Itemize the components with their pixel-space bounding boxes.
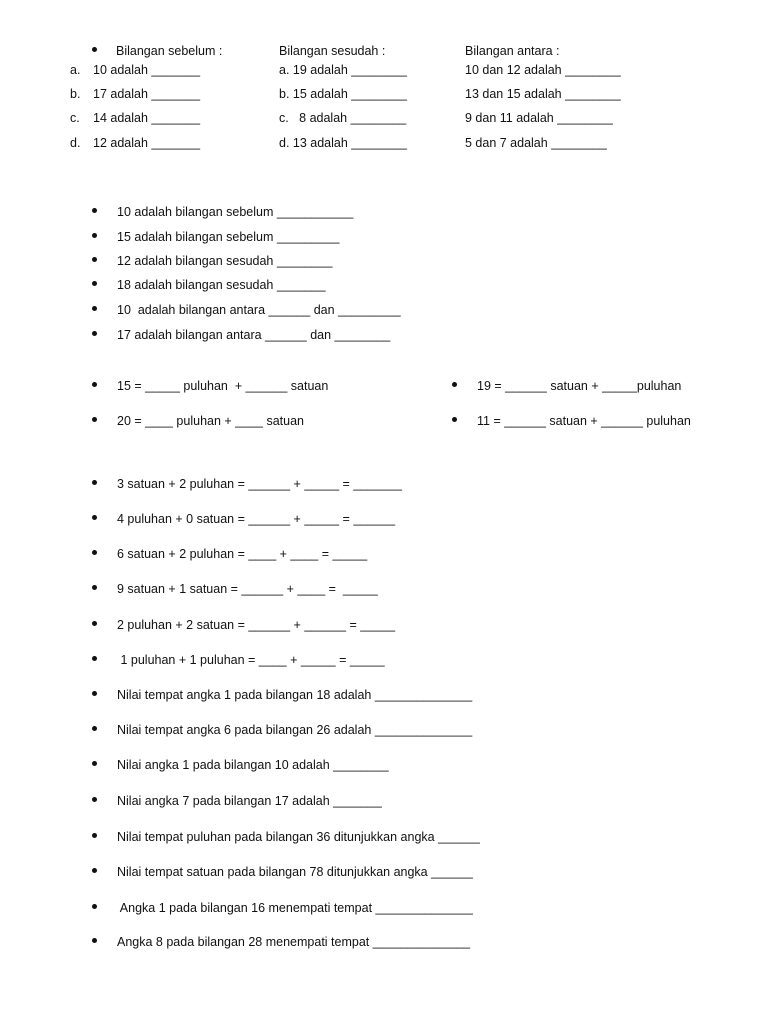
bullet-icon [92,331,97,336]
list-item: 10 adalah bilangan antara ______ dan _________ [117,303,401,317]
list-item: 15 adalah bilangan sebelum _________ [117,230,340,244]
row-col3: 5 dan 7 adalah ________ [465,136,607,150]
row-letter: d. [70,136,81,150]
list-item: Angka 1 pada bilangan 16 menempati tempat ______________ [117,901,473,915]
bullet-icon [92,208,97,213]
bullet-icon [92,585,97,590]
list-item: 17 adalah bilangan antara ______ dan ________ [117,328,391,342]
list-item: 6 satuan + 2 puluhan = ____ + ____ = _____ [117,547,368,561]
list-item: 2 puluhan + 2 satuan = ______ + ______ = _____ [117,618,396,632]
bullet-icon [92,515,97,520]
list-item: 11 = ______ satuan + ______ puluhan [477,414,691,428]
bullet-icon [92,233,97,238]
bullet-icon [92,656,97,661]
row-col1: 17 adalah _______ [93,87,201,101]
bullet-icon [92,621,97,626]
list-item: Nilai tempat angka 1 pada bilangan 18 adalah ______________ [117,688,473,702]
bullet-icon [92,868,97,873]
row-col3: 9 dan 11 adalah ________ [465,111,613,125]
bullet-icon [92,281,97,286]
bullet-icon [92,382,97,387]
bullet-icon [92,904,97,909]
bullet-icon [92,47,97,52]
bullet-icon [92,797,97,802]
list-item: 12 adalah bilangan sesudah ________ [117,254,333,268]
list-item: Nilai tempat puluhan pada bilangan 36 ditunjukkan angka ______ [117,830,480,844]
bullet-icon [92,417,97,422]
list-item: 18 adalah bilangan sesudah _______ [117,278,326,292]
list-item: 1 puluhan + 1 puluhan = ____ + _____ = _____ [117,653,385,667]
row-letter: c. [70,111,80,125]
list-item: 4 puluhan + 0 satuan = ______ + _____ = ______ [117,512,396,526]
list-item: 9 satuan + 1 satuan = ______ + ____ = _____ [117,582,378,596]
row-col3: 13 dan 15 adalah ________ [465,87,621,101]
row-col2: d. 13 adalah ________ [279,136,407,150]
row-col2: c. 8 adalah ________ [279,111,407,125]
row-letter: a. [70,63,81,77]
list-item: Angka 8 pada bilangan 28 menempati tempat ______________ [117,935,471,949]
list-item: Nilai tempat satuan pada bilangan 78 ditunjukkan angka ______ [117,865,473,879]
bullet-icon [452,382,457,387]
row-letter: b. [70,87,81,101]
row-col3: 10 dan 12 adalah ________ [465,63,621,77]
bullet-icon [92,833,97,838]
list-item: 20 = ____ puluhan + ____ satuan [117,414,304,428]
row-col1: 12 adalah _______ [93,136,201,150]
bullet-icon [92,761,97,766]
header-bilangan-sesudah: Bilangan sesudah : [279,44,386,58]
list-item: 19 = ______ satuan + _____puluhan [477,379,682,393]
bullet-icon [92,306,97,311]
row-col2: b. 15 adalah ________ [279,87,407,101]
bullet-icon [92,550,97,555]
list-item: 15 = _____ puluhan + ______ satuan [117,379,329,393]
row-col1: 14 adalah _______ [93,111,201,125]
bullet-icon [92,480,97,485]
bullet-icon [92,691,97,696]
bullet-icon [452,417,457,422]
list-item: Nilai angka 7 pada bilangan 17 adalah _______ [117,794,382,808]
list-item: 3 satuan + 2 puluhan = ______ + _____ = _______ [117,477,402,491]
header-bilangan-antara: Bilangan antara : [465,44,560,58]
bullet-icon [92,938,97,943]
list-item: 10 adalah bilangan sebelum ___________ [117,205,354,219]
bullet-icon [92,726,97,731]
list-item: Nilai angka 1 pada bilangan 10 adalah ________ [117,758,389,772]
bullet-icon [92,257,97,262]
list-item: Nilai tempat angka 6 pada bilangan 26 adalah ______________ [117,723,473,737]
header-bilangan-sebelum: Bilangan sebelum : [116,44,223,58]
row-col2: a. 19 adalah ________ [279,63,407,77]
row-col1: 10 adalah _______ [93,63,201,77]
